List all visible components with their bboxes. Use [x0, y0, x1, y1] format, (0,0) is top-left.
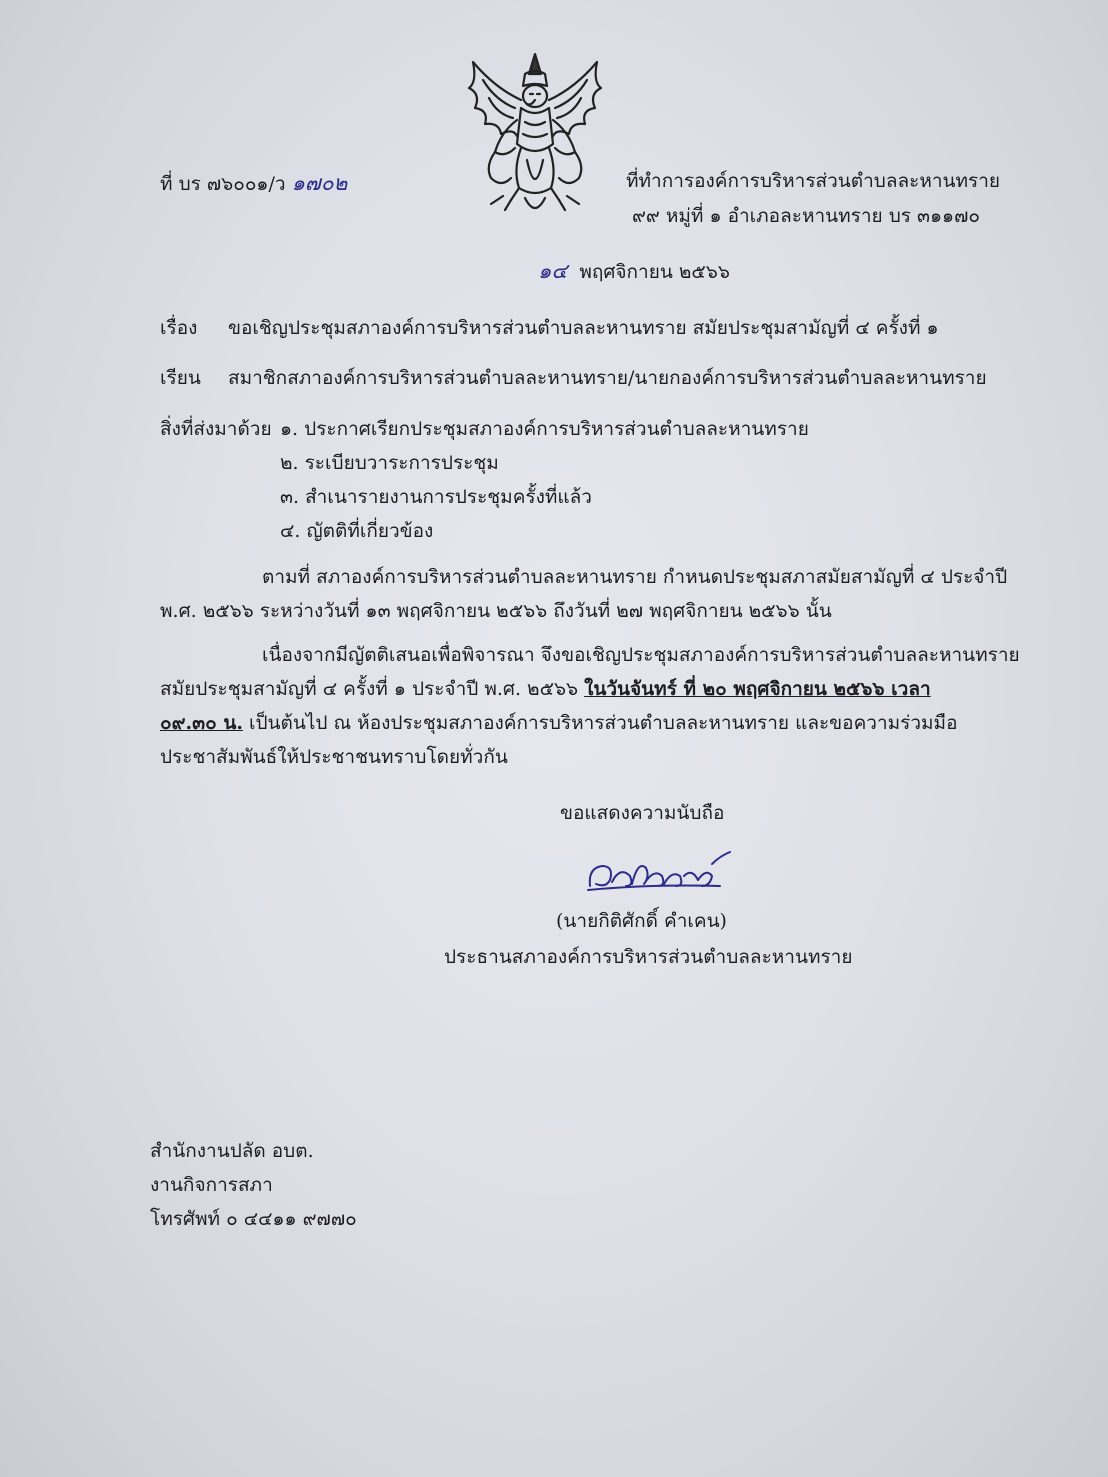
office-name: ที่ทำการองค์การบริหารส่วนตำบลละหานทราย [626, 170, 1001, 192]
body-paragraph-2-line-1: เนื่องจากมีญัตติเสนอเพื่อพิจารณา จึงขอเชิญประชุมสภาองค์การบริหารส่วนตำบลละหานทราย [262, 644, 1020, 666]
signer-name: (นายกิติศักดิ์ คำเคน) [556, 910, 727, 932]
enclosure-item: ๒. ระเบียบวาระการประชุม [280, 452, 499, 474]
footer-section: งานกิจการสภา [150, 1174, 273, 1196]
letter-date [538, 258, 730, 285]
closing-regards: ขอแสดงความนับถือ [560, 802, 725, 824]
enclosure-item: ๑. ประกาศเรียกประชุมสภาองค์การบริหารส่วนตำบลละหานทราย [280, 418, 809, 440]
signer-title: ประธานสภาองค์การบริหารส่วนตำบลละหานทราย [444, 946, 853, 968]
body-paragraph-1-line-1: ตามที่ สภาองค์การบริหารส่วนตำบลละหานทราย กำหนดประชุมสภาสมัยสามัญที่ ๔ ประจำปี [262, 566, 1008, 588]
meeting-date-emphasis: ในวันจันทร์ ที่ ๒๐ พฤศจิกายน ๒๕๖๖ เวลา [584, 678, 931, 700]
body-paragraph-2-line-4: ประชาสัมพันธ์ให้ประชาชนทราบโดยทั่วกัน [160, 746, 508, 768]
reference-number [160, 170, 347, 197]
body-paragraph-2-line-2 [160, 676, 931, 702]
garuda-emblem-icon [455, 48, 615, 220]
reference-prefix: ที่ บร ๗๖๐๐๑/ว [160, 173, 286, 195]
enclosure-item: ๓. สำเนารายงานการประชุมครั้งที่แล้ว [280, 486, 592, 508]
footer-phone: โทรศัพท์ ๐ ๔๔๑๑ ๙๗๗๐ [150, 1208, 357, 1230]
meeting-time-emphasis: ๐๙.๓๐ น. [160, 712, 243, 734]
subject-label: เรื่อง [160, 317, 198, 339]
footer-department: สำนักงานปลัด อบต. [150, 1140, 314, 1162]
date-month-year: พฤศจิกายน ๒๕๖๖ [579, 261, 730, 283]
to-text: สมาชิกสภาองค์การบริหารส่วนตำบลละหานทราย/นายกองค์การบริหารส่วนตำบลละหานทราย [228, 367, 987, 389]
enclosure-item: ๔. ญัตติที่เกี่ยวข้อง [280, 520, 434, 542]
body-paragraph-2-line-3 [160, 710, 957, 736]
reference-handwritten-number: ๑๗๐๒ [291, 171, 348, 195]
to-label: เรียน [160, 367, 201, 389]
office-address: ๙๙ หมู่ที่ ๑ อำเภอละหานทราย บร ๓๑๑๗๐ [632, 205, 980, 227]
subject-text: ขอเชิญประชุมสภาองค์การบริหารส่วนตำบลละหานทราย สมัยประชุมสามัญที่ ๔ ครั้งที่ ๑ [228, 317, 939, 339]
handwritten-signature [580, 846, 740, 896]
meeting-location: เป็นต้นไป ณ ห้องประชุมสภาองค์การบริหารส่วนตำบลละหานทราย และขอความร่วมมือ [248, 712, 958, 734]
meeting-session: สมัยประชุมสามัญที่ ๔ ครั้งที่ ๑ ประจำปี พ.ศ. ๒๕๖๖ [160, 678, 579, 700]
enclosures-label: สิ่งที่ส่งมาด้วย [160, 418, 272, 440]
body-paragraph-1-line-2: พ.ศ. ๒๕๖๖ ระหว่างวันที่ ๑๓ พฤศจิกายน ๒๕๖๖ ถึงวันที่ ๒๗ พฤศจิกายน ๒๕๖๖ นั้น [160, 600, 832, 622]
date-day-handwritten: ๑๔ [538, 259, 568, 283]
